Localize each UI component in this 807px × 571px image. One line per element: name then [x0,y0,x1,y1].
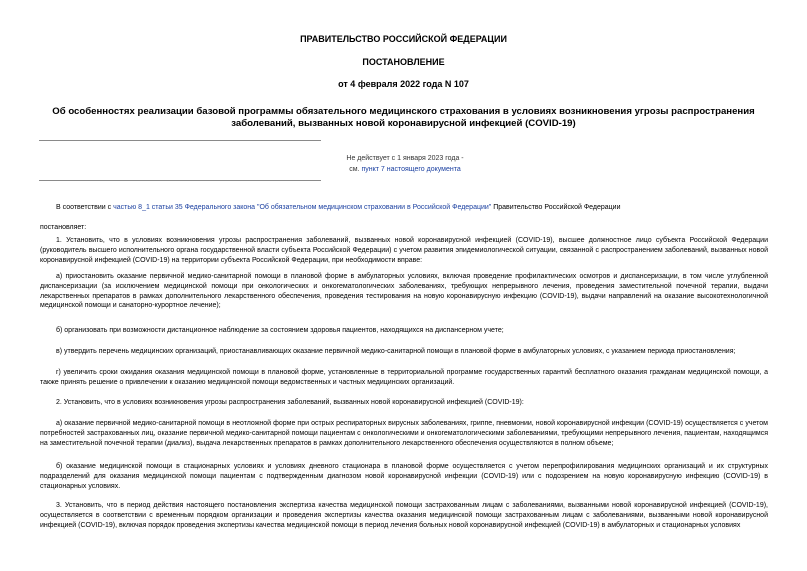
paragraph-1a: а) приостановить оказание первичной медико-санитарной помощи в плановой форме в амбулаторных условиях, включая проведение профилактических осмотров и диспансеризации, в том числе углубленной диспансеризации (за исключением медицинской помощи при онкологических и онкогематологических заболеваниях, требующих непрерывного лечения, проведения заместительной почечной терапии, выдачи лекарственных препаратов в рамках дополнительного лекарственного обеспечения, проведения тестирования на новую коронавирусную инфекцию (COVID-19), выдачи направлений на оказание высокотехнологичной медицинской помощи и санаторно-курортное лечение); [40,273,768,310]
law-reference-link[interactable]: частью 8_1 статьи 35 Федерального закона "Об обязательном медицинском страховании в Российской Федерации" [113,204,492,211]
divider-top [39,140,321,141]
paragraph-1v: в) утвердить перечень медицинских организаций, приостанавливающих оказание первичной медико-санитарной помощи в плановой форме в амбулаторных условиях, с указанием периода приостановления; [56,348,736,355]
paragraph-2a: а) оказание первичной медико-санитарной помощи в неотложной форме при острых респираторных вирусных заболеваниях, гриппе, пневмонии, новой коронавирусной инфекции (COVID-19) осуществляется с учетом потребностей застрахованных лиц, оказание первичной медико-санитарной помощи пациентам с онкологическими и онкогематологическими заболеваниями, требующими непрерывного лечения, пациентам, находящимся на заместительной почечной терапии (диализ), выдача лекарственных препаратов в рамках дополнительного лекарственного обеспечения осуществляются в полном объеме; [40,420,768,447]
government-heading: ПРАВИТЕЛЬСТВО РОССИЙСКОЙ ФЕДЕРАЦИИ [300,34,507,44]
point-7-link[interactable]: пункт 7 настоящего документа [361,166,461,173]
preamble [40,203,768,213]
paragraph-1g: г) увеличить сроки ожидания оказания медицинской помощи в плановой форме, установленные в территориальной программе государственных гарантий бесплатного оказания гражданам медицинской помощи, а также принять решение о привлечении к оказанию медицинской помощи ведомственных и частных медицинских организаций. [40,369,768,386]
validity-notice-text: Не действует с 1 января 2023 года - [346,155,464,162]
paragraph-2: 2. Установить, что в условиях возникновения угрозы распространения заболеваний, вызванных новой коронавирусной инфекцией (COVID-19): [56,399,524,406]
preamble-after: Правительство Российской Федерации [491,204,621,211]
validity-notice [340,153,470,175]
validity-notice-prefix: см. [349,166,362,173]
divider-bottom [39,180,321,181]
preamble-before: В соответствии с [56,204,114,211]
paragraph-1b: б) организовать при возможности дистанционное наблюдение за состоянием здоровья пациентов, находящихся на диспансерном учете; [56,327,504,334]
document-title: Об особенностях реализации базовой программы обязательного медицинского страхования в условиях возникновения угрозы распространения заболеваний, вызванных новой коронавирусной инфекцией (COVID-19) [52,106,755,129]
document-date-number: от 4 февраля 2022 года N 107 [338,79,469,89]
decree-word: постановляет: [40,224,87,231]
paragraph-3: 3. Установить, что в период действия настоящего постановления экспертиза качества медицинской помощи застрахованным лицам с заболеваниями, вызванными новой коронавирусной инфекцией (COVID-19), осуществляется в соответствии с временным порядком организации и проведения экспертизы качества оказания медицинской помощи застрахованным лицам с заболеваниями, вызванными новой коронавирусной инфекцией (COVID-19), включая порядок проведения экспертизы качества медицинской помощи в период лечения больных новой коронавирусной инфекцией (COVID-19) в амбулаторных и стационарных условиях [40,502,768,529]
paragraph-1: 1. Установить, что в условиях возникновения угрозы распространения заболеваний, вызванных новой коронавирусной инфекцией (COVID-19), высшее должностное лицо субъекта Российской Федерации (руководитель высшего исполнительного органа государственной власти субъекта Российской Федерации) с учетом развития эпидемиологической ситуации, связанной с распространением заболеваний, вызванных новой коронавирусной инфекцией (COVID-19) на территории субъекта Российской Федерации, при необходимости вправе: [40,237,768,264]
document-type-heading: ПОСТАНОВЛЕНИЕ [362,57,445,67]
validity-notice-ref [340,164,470,175]
paragraph-2b: б) оказание медицинской помощи в стационарных условиях и условиях дневного стационара в плановой форме осуществляется с учетом перепрофилирования медицинских организаций и их структурных подразделений для оказания медицинской помощи пациентам с подтвержденным диагнозом новой коронавирусной инфекции (COVID-19) или с подозрением на новую коронавирусную инфекцию (COVID-19) в стационарных условиях. [40,463,768,490]
